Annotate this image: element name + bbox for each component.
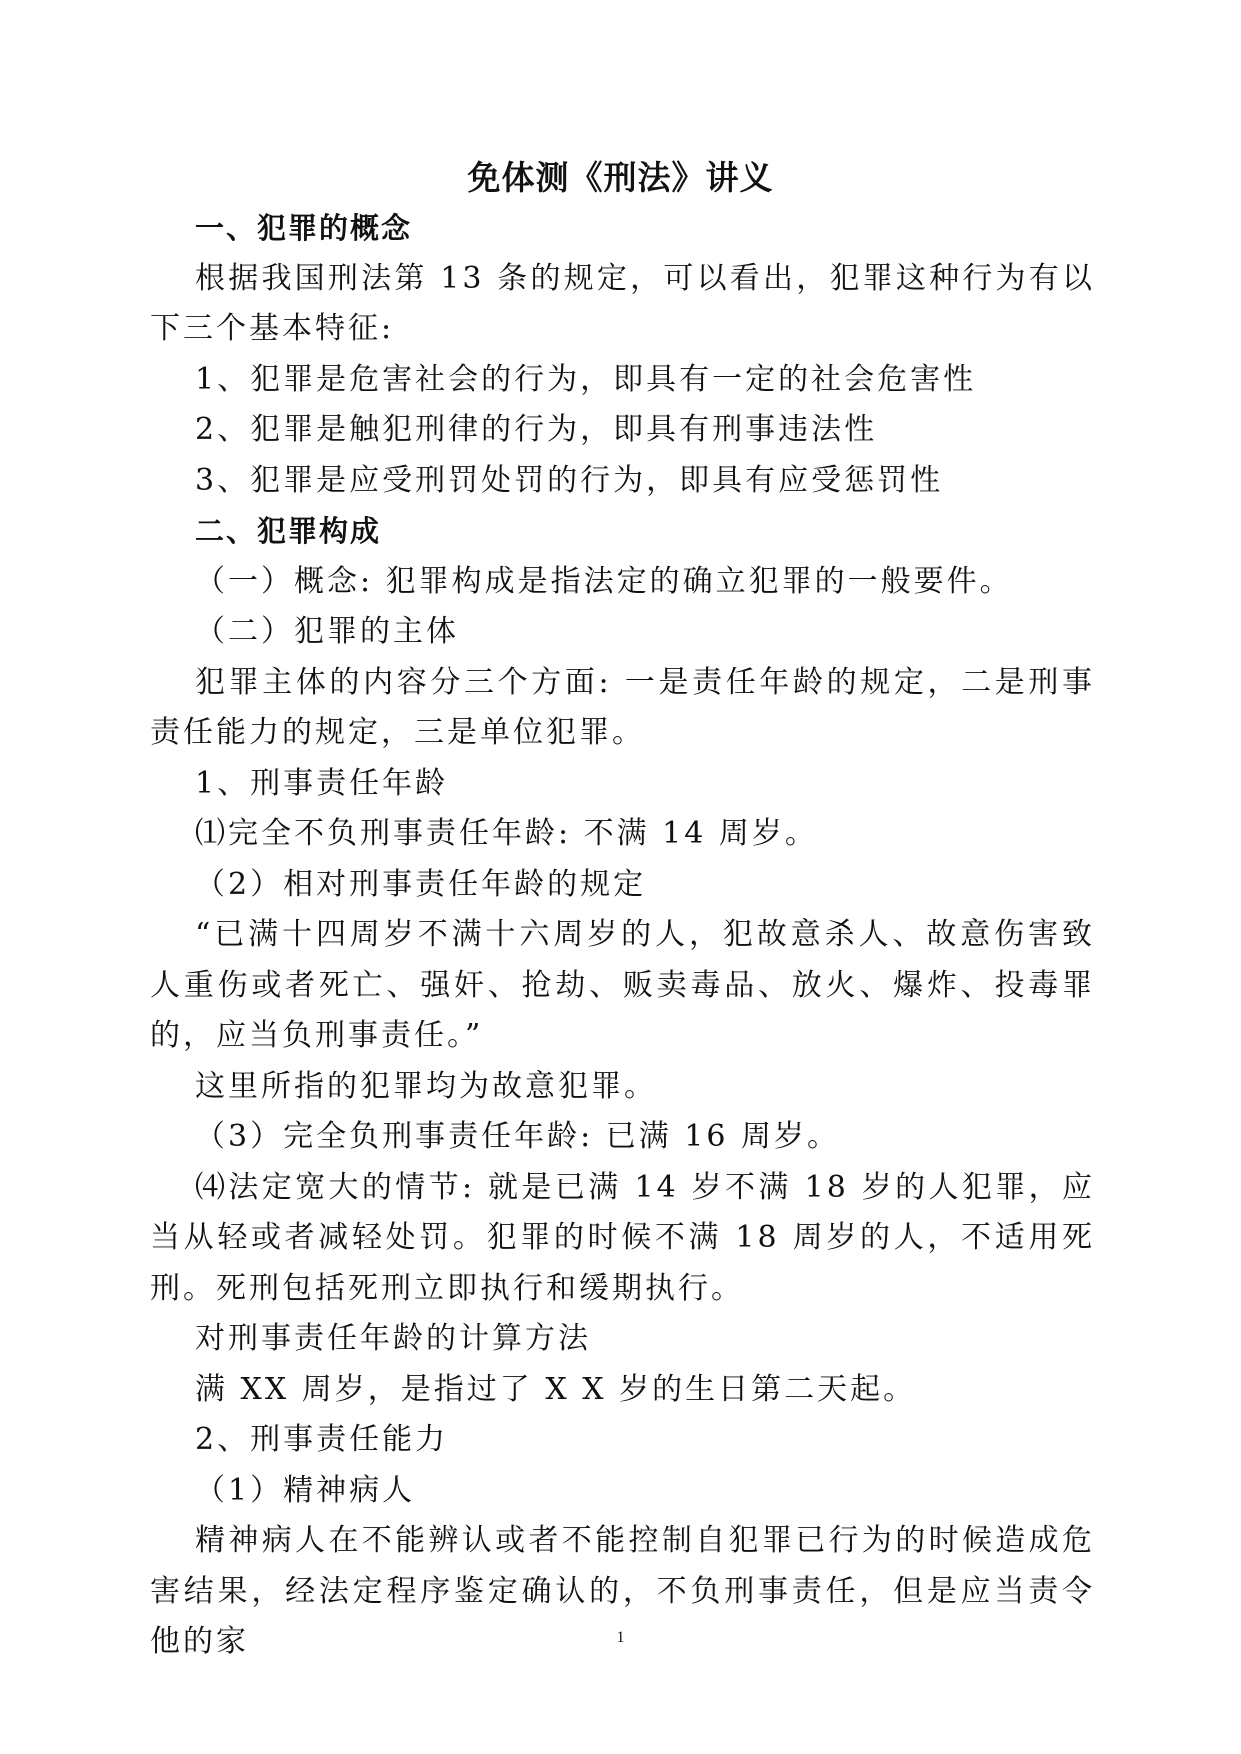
document-body [150,203,1095,1668]
quoted-paragraph: “已满十四周岁不满十六周岁的人，犯故意杀人、故意伤害致人重伤或者死亡、强奸、抢劫、贩卖毒品、放火、爆炸、投毒罪的，应当负刑事责任。” [150,917,1095,1053]
paragraph: 对刑事责任年龄的计算方法 [195,1321,591,1356]
paragraph: 2、刑事责任能力 [195,1422,449,1457]
paragraph: （二）犯罪的主体 [195,614,459,649]
paragraph: 满 XX 周岁，是指过了 X X 岁的生日第二天起。 [195,1371,917,1407]
paragraph: （1）精神病人 [195,1472,416,1508]
paragraph: 1、刑事责任年龄 [195,765,449,801]
paragraph: 根据我国刑法第 13 条的规定，可以看出，犯罪这种行为有以下三个基本特征: [150,260,1095,346]
document-title: 免体测《刑法》讲义 [467,158,774,197]
paragraph: （2）相对刑事责任年龄的规定 [195,866,647,902]
paragraph: 这里所指的犯罪均为故意犯罪。 [195,1068,657,1104]
paragraph: 犯罪主体的内容分三个方面: 一是责任年龄的规定，二是刑事责任能力的规定，三是单位犯罪。 [150,664,1095,750]
paragraph: 3、犯罪是应受刑罚处罚的行为，即具有应受惩罚性 [195,462,944,498]
paragraph: 2、犯罪是触犯刑律的行为，即具有刑事违法性 [195,412,878,447]
paragraph: 精神病人在不能辨认或者不能控制自犯罪已行为的时候造成危害结果，经法定程序鉴定确认的，不负刑事责任，但是应当责令他的家 [150,1523,1095,1659]
section-heading-2: 二、犯罪构成 [195,514,382,548]
paragraph: （3）完全负刑事责任年龄: 已满 16 周岁。 [195,1119,840,1154]
section-heading-1: 一、犯罪的概念 [195,211,413,245]
paragraph: 1、犯罪是危害社会的行为，即具有一定的社会危害性 [195,361,977,397]
paragraph: （一）概念: 犯罪构成是指法定的确立犯罪的一般要件。 [195,563,1013,599]
page-number: 1 [616,1629,625,1646]
paragraph: ⑴完全不负刑事责任年龄: 不满 14 周岁。 [195,816,818,851]
paragraph: ⑷法定宽大的情节: 就是已满 14 岁不满 18 岁的人犯罪，应当从轻或者减轻处罚。犯罪的时候不满 18 周岁的人，不适用死刑。死刑包括死刑立即执行和缓期执行。 [150,1169,1095,1306]
